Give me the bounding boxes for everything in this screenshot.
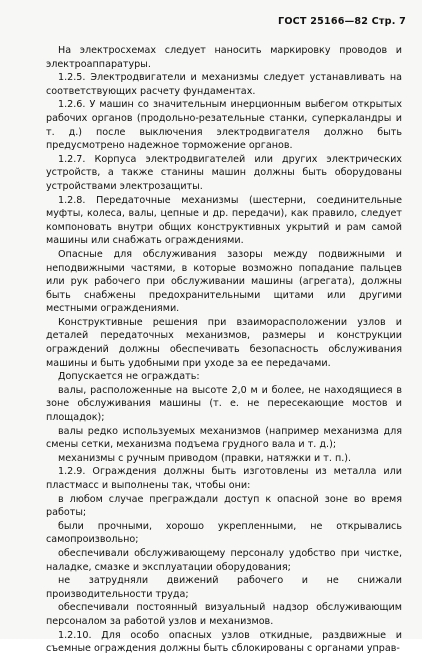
paragraph: валы, расположенные на высоте 2,0 м и более, не находящиеся в зоне обслуживания машины (т. е. не пересекающие мостов и площадок);: [46, 384, 402, 424]
paragraph: 1.2.6. У машин со значительным инерционным выбегом открытых рабочих органов (продольно-резательные станки, суперкаландры и т. д.) после выключения электродвигателя должно быть предусмотрено надежное торможение органов.: [46, 99, 402, 152]
paragraph: механизмы с ручным приводом (правки, натяжки и т. п.).: [58, 452, 352, 464]
paragraph: На электросхемах следует наносить маркировку проводов и электроаппаратуры.: [46, 45, 402, 70]
paragraph: валы редко используемых механизмов (например механизма для смены сетки, механизма подъема грудного вала и т. д.);: [46, 425, 402, 451]
paragraph: были прочными, хорошо укрепленными, не открывались самопроизвольно;: [46, 520, 402, 546]
paragraph: 1.2.8. Передаточные механизмы (шестерни, соединительные муфты, колеса, валы, цепные и др. передачи), как правило, следует компоновать внутри общих конструктивных укрытий и рам самой машины или снабжать ограждениями.: [46, 194, 402, 247]
paragraph: 1.2.7. Корпуса электродвигателей или других электрических устройств, а также станины машин должны быть оборудованы устройствами электрозащиты.: [46, 153, 402, 192]
paragraph: 1.2.5. Электродвигатели и механизмы следует устанавливать на соответствующих расчету фундаментах.: [46, 72, 402, 97]
page-header: ГОСТ 25166—82 Стр. 7: [278, 16, 406, 27]
paragraph: Конструктивные решения при взаиморасположении узлов и деталей передаточных механизмов, размеры и конструкции ограждений должны обеспечивать безопасность обслуживания машины и быть удобными при уходе за ее передачами.: [46, 316, 402, 369]
paragraph: не затрудняли движений рабочего и не снижали производительности труда;: [46, 575, 402, 600]
paragraph: обеспечивали обслуживающему персоналу удобство при чистке, наладке, смазке и эксплуатации оборудования;: [46, 547, 402, 573]
paragraph: 1.2.9. Ограждения должны быть изготовлены из металла или пластмасс и выполнены так, чтобы они:: [46, 466, 402, 491]
paragraph: Допускается не ограждать:: [58, 371, 200, 383]
paragraph: 1.2.10. Для особо опасных узлов откидные, раздвижные и съемные ограждения должны быть сблокированы с органами управ-: [46, 629, 402, 655]
paragraph: обеспечивали постоянный визуальный надзор обслуживающим персоналом за работой узлов и механизмов.: [46, 602, 402, 627]
paragraph: Опасные для обслуживания зазоры между подвижными и неподвижными частями, в которые возможно попадание пальцев или рук рабочего при обслуживании машины (агрегата), должны быть снабжены предохранительными щитами или другими местными ограждениями.: [46, 248, 402, 315]
paragraph: в любом случае преграждали доступ к опасной зоне во время работы;: [46, 493, 402, 519]
body-text: [46, 44, 402, 656]
